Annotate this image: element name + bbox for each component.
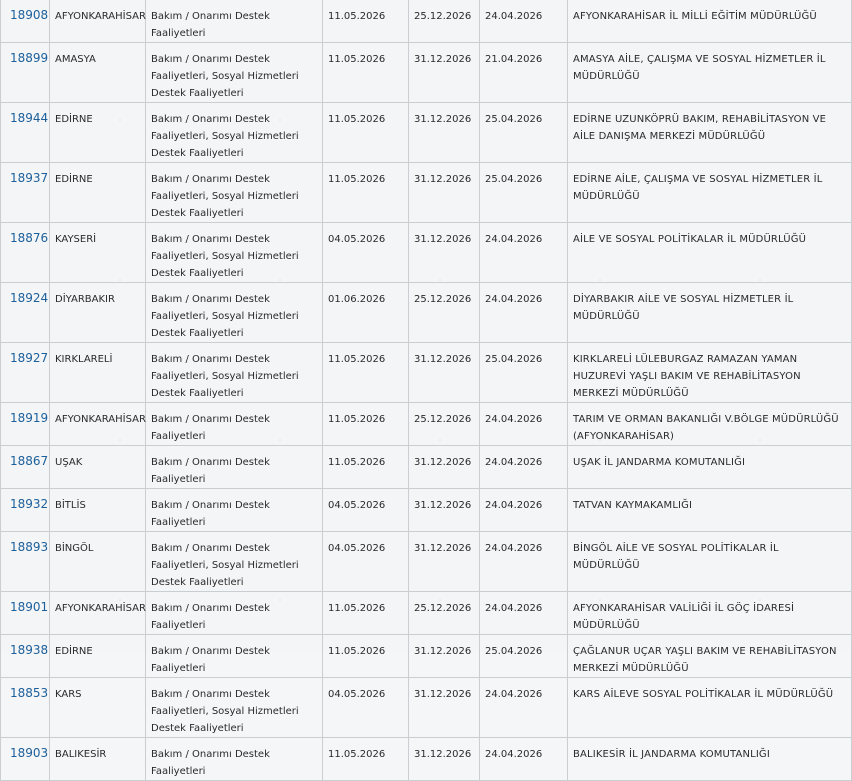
start-date-cell: 11.05.2026 [323, 446, 409, 489]
start-date-cell: 04.05.2026 [323, 223, 409, 283]
institution-cell: EDİRNE UZUNKÖPRÜ BAKIM, REHABİLİTASYON VE AİLE DANIŞMA MERKEZİ MÜDÜRLÜĞÜ [568, 103, 852, 163]
city-cell: AFYONKARAHİSAR [50, 0, 146, 43]
city-cell: EDİRNE [50, 103, 146, 163]
table-row [1, 223, 852, 283]
table-row [1, 532, 852, 592]
end-date-cell: 31.12.2026 [409, 532, 480, 592]
id-cell [1, 163, 50, 223]
activity-type-cell: Bakım / Onarımı Destek Faaliyetleri [146, 403, 323, 446]
application-date-cell: 24.04.2026 [480, 446, 568, 489]
city-cell: BALIKESİR [50, 738, 146, 781]
start-date-cell: 11.05.2026 [323, 592, 409, 635]
listing-id-link[interactable]: 18899 [10, 51, 49, 65]
table-row [1, 446, 852, 489]
end-date-cell: 31.12.2026 [409, 489, 480, 532]
listing-id-link[interactable]: 18867 [10, 454, 49, 468]
activity-type-cell: Bakım / Onarımı Destek Faaliyetleri, Sosyal Hizmetleri Destek Faaliyetleri [146, 343, 323, 403]
city-cell: BİTLİS [50, 489, 146, 532]
end-date-cell: 31.12.2026 [409, 738, 480, 781]
id-cell [1, 738, 50, 781]
institution-cell: TARIM VE ORMAN BAKANLIĞI V.BÖLGE MÜDÜRLÜĞÜ (AFYONKARAHİSAR) [568, 403, 852, 446]
end-date-cell: 31.12.2026 [409, 163, 480, 223]
start-date-cell: 04.05.2026 [323, 532, 409, 592]
application-date-cell: 21.04.2026 [480, 43, 568, 103]
city-cell: AFYONKARAHİSAR [50, 592, 146, 635]
activity-type-cell: Bakım / Onarımı Destek Faaliyetleri [146, 738, 323, 781]
table-row [1, 103, 852, 163]
listing-id-link[interactable]: 18908 [10, 8, 49, 22]
application-date-cell: 25.04.2026 [480, 103, 568, 163]
activity-type-cell: Bakım / Onarımı Destek Faaliyetleri, Sosyal Hizmetleri Destek Faaliyetleri [146, 163, 323, 223]
table-row [1, 43, 852, 103]
id-cell [1, 532, 50, 592]
listing-id-link[interactable]: 18919 [10, 411, 49, 425]
city-cell: AMASYA [50, 43, 146, 103]
id-cell [1, 223, 50, 283]
listing-id-link[interactable]: 18903 [10, 746, 49, 760]
id-cell [1, 343, 50, 403]
table-row [1, 678, 852, 738]
city-cell: KARS [50, 678, 146, 738]
id-cell [1, 103, 50, 163]
end-date-cell: 31.12.2026 [409, 103, 480, 163]
start-date-cell: 11.05.2026 [323, 103, 409, 163]
listing-id-link[interactable]: 18853 [10, 686, 49, 700]
end-date-cell: 25.12.2026 [409, 592, 480, 635]
institution-cell: KIRKLARELİ LÜLEBURGAZ RAMAZAN YAMAN HUZUREVİ YAŞLI BAKIM VE REHABİLİTASYON MERKEZİ MÜDÜRLÜĞÜ [568, 343, 852, 403]
table-row [1, 489, 852, 532]
listing-id-link[interactable]: 18932 [10, 497, 49, 511]
end-date-cell: 31.12.2026 [409, 678, 480, 738]
activity-type-cell: Bakım / Onarımı Destek Faaliyetleri, Sosyal Hizmetleri Destek Faaliyetleri [146, 223, 323, 283]
end-date-cell: 31.12.2026 [409, 446, 480, 489]
application-date-cell: 24.04.2026 [480, 489, 568, 532]
start-date-cell: 11.05.2026 [323, 163, 409, 223]
institution-cell: AMASYA AİLE, ÇALIŞMA VE SOSYAL HİZMETLER İL MÜDÜRLÜĞÜ [568, 43, 852, 103]
application-date-cell: 24.04.2026 [480, 283, 568, 343]
application-date-cell: 24.04.2026 [480, 532, 568, 592]
application-date-cell: 24.04.2026 [480, 0, 568, 43]
listing-id-link[interactable]: 18944 [10, 111, 49, 125]
table-row [1, 635, 852, 678]
end-date-cell: 31.12.2026 [409, 343, 480, 403]
table-row [1, 592, 852, 635]
activity-type-cell: Bakım / Onarımı Destek Faaliyetleri, Sosyal Hizmetleri Destek Faaliyetleri [146, 283, 323, 343]
start-date-cell: 01.06.2026 [323, 283, 409, 343]
city-cell: EDİRNE [50, 635, 146, 678]
listing-id-link[interactable]: 18927 [10, 351, 49, 365]
id-cell [1, 43, 50, 103]
city-cell: BİNGÖL [50, 532, 146, 592]
city-cell: UŞAK [50, 446, 146, 489]
table-row [1, 163, 852, 223]
end-date-cell: 25.12.2026 [409, 0, 480, 43]
listing-id-link[interactable]: 18937 [10, 171, 49, 185]
listing-id-link[interactable]: 18924 [10, 291, 49, 305]
city-cell: KAYSERİ [50, 223, 146, 283]
activity-type-cell: Bakım / Onarımı Destek Faaliyetleri, Sosyal Hizmetleri Destek Faaliyetleri [146, 103, 323, 163]
activity-type-cell: Bakım / Onarımı Destek Faaliyetleri, Sosyal Hizmetleri Destek Faaliyetleri [146, 532, 323, 592]
institution-cell: TATVAN KAYMAKAMLIĞI [568, 489, 852, 532]
end-date-cell: 25.12.2026 [409, 403, 480, 446]
table-row [1, 283, 852, 343]
city-cell: KIRKLARELİ [50, 343, 146, 403]
end-date-cell: 31.12.2026 [409, 223, 480, 283]
table-row [1, 403, 852, 446]
activity-type-cell: Bakım / Onarımı Destek Faaliyetleri [146, 592, 323, 635]
start-date-cell: 11.05.2026 [323, 343, 409, 403]
id-cell [1, 635, 50, 678]
application-date-cell: 25.04.2026 [480, 635, 568, 678]
start-date-cell: 04.05.2026 [323, 489, 409, 532]
listing-id-link[interactable]: 18938 [10, 643, 49, 657]
application-date-cell: 24.04.2026 [480, 738, 568, 781]
institution-cell: KARS AİLEVE SOSYAL POLİTİKALAR İL MÜDÜRLÜĞÜ [568, 678, 852, 738]
application-date-cell: 25.04.2026 [480, 163, 568, 223]
activity-type-cell: Bakım / Onarımı Destek Faaliyetleri, Sosyal Hizmetleri Destek Faaliyetleri [146, 43, 323, 103]
start-date-cell: 11.05.2026 [323, 0, 409, 43]
table-row [1, 738, 852, 781]
application-date-cell: 24.04.2026 [480, 403, 568, 446]
start-date-cell: 04.05.2026 [323, 678, 409, 738]
institution-cell: EDİRNE AİLE, ÇALIŞMA VE SOSYAL HİZMETLER İL MÜDÜRLÜĞÜ [568, 163, 852, 223]
application-date-cell: 24.04.2026 [480, 678, 568, 738]
activity-type-cell: Bakım / Onarımı Destek Faaliyetleri [146, 635, 323, 678]
institution-cell: BİNGÖL AİLE VE SOSYAL POLİTİKALAR İL MÜDÜRLÜĞÜ [568, 532, 852, 592]
start-date-cell: 11.05.2026 [323, 403, 409, 446]
table-body [1, 0, 852, 781]
end-date-cell: 31.12.2026 [409, 43, 480, 103]
city-cell: AFYONKARAHİSAR [50, 403, 146, 446]
institution-cell: BALIKESİR İL JANDARMA KOMUTANLIĞI [568, 738, 852, 781]
start-date-cell: 11.05.2026 [323, 738, 409, 781]
table-row [1, 343, 852, 403]
institution-cell: AFYONKARAHİSAR VALİLİĞİ İL GÖÇ İDARESİ MÜDÜRLÜĞÜ [568, 592, 852, 635]
listing-id-link[interactable]: 18893 [10, 540, 49, 554]
activity-type-cell: Bakım / Onarımı Destek Faaliyetleri [146, 446, 323, 489]
id-cell [1, 678, 50, 738]
city-cell: DİYARBAKIR [50, 283, 146, 343]
id-cell [1, 489, 50, 532]
listing-id-link[interactable]: 18876 [10, 231, 49, 245]
application-date-cell: 24.04.2026 [480, 223, 568, 283]
start-date-cell: 11.05.2026 [323, 635, 409, 678]
city-cell: EDİRNE [50, 163, 146, 223]
application-date-cell: 24.04.2026 [480, 592, 568, 635]
id-cell [1, 592, 50, 635]
id-cell [1, 0, 50, 43]
id-cell [1, 446, 50, 489]
activity-type-cell: Bakım / Onarımı Destek Faaliyetleri [146, 489, 323, 532]
institution-cell: ÇAĞLANUR UÇAR YAŞLI BAKIM VE REHABİLİTASYON MERKEZİ MÜDÜRLÜĞÜ [568, 635, 852, 678]
activity-type-cell: Bakım / Onarımı Destek Faaliyetleri [146, 0, 323, 43]
application-date-cell: 25.04.2026 [480, 343, 568, 403]
activity-type-cell: Bakım / Onarımı Destek Faaliyetleri, Sosyal Hizmetleri Destek Faaliyetleri [146, 678, 323, 738]
end-date-cell: 31.12.2026 [409, 635, 480, 678]
end-date-cell: 25.12.2026 [409, 283, 480, 343]
institution-cell: DİYARBAKIR AİLE VE SOSYAL HİZMETLER İL MÜDÜRLÜĞÜ [568, 283, 852, 343]
institution-cell: AFYONKARAHİSAR İL MİLLİ EĞİTİM MÜDÜRLÜĞÜ [568, 0, 852, 43]
id-cell [1, 283, 50, 343]
table-row [1, 0, 852, 43]
listing-id-link[interactable]: 18901 [10, 600, 49, 614]
institution-cell: UŞAK İL JANDARMA KOMUTANLIĞI [568, 446, 852, 489]
institution-cell: AİLE VE SOSYAL POLİTİKALAR İL MÜDÜRLÜĞÜ [568, 223, 852, 283]
id-cell [1, 403, 50, 446]
start-date-cell: 11.05.2026 [323, 43, 409, 103]
